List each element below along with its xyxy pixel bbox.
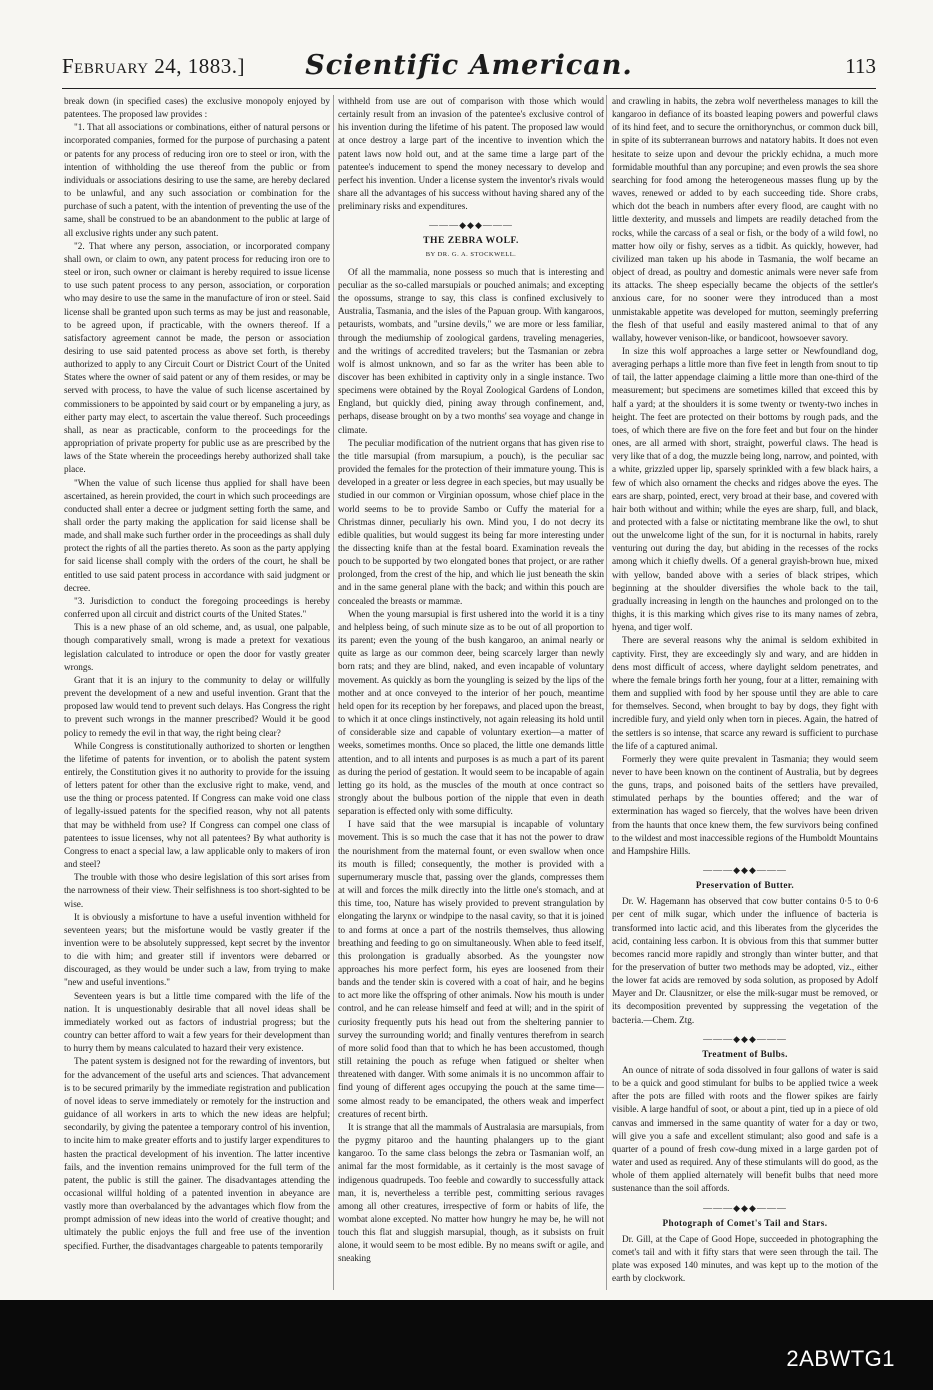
paragraph: The peculiar modification of the nutrient organs that has given rise to the title marsupial (from marsupium, a pouch), is the peculiar sac provided the females for the protection of their immature young. This is developed in a greater or less degree in each species, but may usually be studied in our common or Virginian opossum, whose chief place in the world seems to be to provide Sambo or Cuffy the material for a Christmas dinner, peculiarly his own. Mind you, I do not decry its edible qualities, but would suggest its being far more interesting under the dissecting knife than at the festal board. Examination reveals the pouch to be supported by two elongated bones that project, or are rather prolonged, from the crest of the hip, and which lie just beneath the skin and in the same general plane with the back; and within this pouch are concealed the breasts or mammæ. bbox=[338, 437, 604, 606]
watermark-id: 2ABWTG1 bbox=[786, 1346, 895, 1371]
section-ornament: ———◆◆◆——— bbox=[703, 1202, 787, 1213]
column-2 bbox=[338, 95, 604, 1290]
paragraph: When the young marsupial is first ushered into the world it is a tiny and helpless being, of such minute size as to be out of all proportion to its parent; even the young of the bush kangaroo, an animal nearly or quite as large as our common deer, being scarcely larger than newly born rats; and they are blind, naked, and even incapable of voluntary movement. As quickly as born the youngling is seized by the lips of the mother and at once conveyed to the interior of her pouch, meantime held open for its reception by her forepaws, and placed upon the breast, to which it at once clings instinctively, not again releasing its hold until of considerable size and capable of voluntary exertion—a matter of weeks, sometimes months. Once so placed, the little one demands little attention, and to all intents and purposes is as much a part of its parent as during the period of gestation. It would seem to be incapable of again letting go its hold, as the muscles of the mouth at once contract so strongly about the bulbous portion of the nipple that even in death separation is effected only with some difficulty. bbox=[338, 608, 604, 817]
section-ornament: ———◆◆◆——— bbox=[429, 220, 513, 231]
paragraph: Dr. W. Hagemann has observed that cow butter contains 0·5 to 0·6 per cent of milk sugar, which under the influence of bacteria is transformed into lactic acid, and this liberates from the glycerides the acid, containing less carbon. It is obvious from this that summer butter becomes rancid more rapidly and strongly than winter butter, and that for the preservation of butter two methods may be adopted, viz., either the lower fat acids are removed by soda solution, as proposed by Adolf Mayer and Dr. Clausnitzer, or else the milk-sugar must be removed, or its decomposition prevented by suppressing the vegetation of the bacteria.—Chem. Ztg. bbox=[612, 896, 878, 1025]
paragraph: An ounce of nitrate of soda dissolved in four gallons of water is said to be a quick and good stimulant for bulbs to be applied twice a week after the pots are filled with roots and the flower spikes are fairly visible. A large handful of soot, or about a pint, tied up in a piece of old canvas and immersed in the same quantity of water for a day or two, will give you a safe and excellent stimulant; also good and safe is a quarter of a pound of fresh cow-dung mixed in a large garden pot of water and used as required. Any of these stimulants will do good, as the whole of them applied alternately will benefit bulbs that need more sustenance than the soil affords. bbox=[612, 1064, 878, 1194]
paragraph: While Congress is constitutionally authorized to shorten or lengthen the lifetime of patents for invention, or to abolish the patent system entirely, the Constitution gives it no authority to provide for the issuing of letters patent for other than the exclusive right to make, vend, and use the thing or process patented. If Congress can make void one class of legally-issued patents for the specified reason, why not all patents that may be withheld from use? If Congress can compel one class of patentees to issue licenses, why not all patentees? By what authority is Congress to enact a special law, a law applicable only to makers of iron and steel? bbox=[64, 740, 330, 870]
paragraph: Dr. Gill, at the Cape of Good Hope, succeeded in photographing the comet's tail and with it fifty stars that were seen through the tail. The plate was exposed 140 minutes, and was kept up to the motion of the earth by clockwork. bbox=[612, 1233, 878, 1284]
column-divider bbox=[333, 95, 334, 1290]
paragraph: The trouble with those who desire legislation of this sort arises from the narrowness of their view. Their selfishness is too short-sighted to be wise. bbox=[64, 872, 330, 909]
section-ornament: ———◆◆◆——— bbox=[703, 865, 787, 876]
paragraph: There are several reasons why the animal is seldom exhibited in captivity. First, they are exceedingly sly and wary, and are hidden in dens most difficult of access, where daylight seldom penetrates, and where the female brings forth her young, four at a litter, remaining with them and supplied with food by her spouse until they are able to care for themselves. Second, when brought to bay by dogs, they fight with incredible fury, and yield only when torn in pieces. Again, the hatred of the settlers is so intense, that scarce any reward is sufficient to purchase the life of a captured animal. bbox=[612, 635, 878, 751]
paragraph: In size this wolf approaches a large setter or Newfoundland dog, averaging perhaps a little more than five feet in length from snout to tip of tail, the latter appendage claiming a little more than one-third of the measurement; but specimens are sometimes killed that exceed this by half a yard; at the shoulders it is some twenty or twenty-two inches in height. The feet are protected on their bottoms by rough pads, and the toes, of which there are five on the fore feet and but four on the hinder ones, are all armed with short, straight, powerful claws. The head is very like that of a dog, the muzzle being long, narrow, and pointed, with a white, grizzled upper lip, sparsely sprinkled with a few black hairs, a few of which also ornament the checks and ridges above the eyes. The ears are sharp, pointed, erect, very broad at their base, and covered with hair both without and within; while the eyes are sharp, full, and black, and protected with a false or nictitating membrane like the owl, to shut out the unwelcome light of the sun, for it is nocturnal in habits, rarely venturing out during the day, but abiding in the recesses of the rocks among which it chiefly dwells. Of a general grayish-brown hue, mixed with yellow, banded above with a series of black stripes, which beginning at the shoulder diversifies the whole back to the tail, gradually increasing in length on the haunches and prolonged on to the thighs, it is this marking which gives rise to its many names of zebra, hyena, and tiger wolf. bbox=[612, 345, 878, 633]
paragraph: This is a new phase of an old scheme, and, as usual, one palpable, though comparatively small, wrong is made a pretext for vexatious legislation calculated to introduce or open the door for vastly greater wrongs. bbox=[64, 622, 330, 672]
paragraph: Formerly they were quite prevalent in Tasmania; they would seem never to have been known on the continent of Australia, but by degrees the guns, traps, and poisoned baits of the settlers have prevailed, stimulated perhaps by the bounties offered; and the war of extermination has waged so fiercely, that the wolves have been driven from the haunts that once knew them, the few survivors being confined to the wildest and most inaccessible regions of the Humboldt Mountains and Hampshire Hills. bbox=[612, 753, 878, 856]
page-header bbox=[62, 48, 876, 88]
column-divider bbox=[606, 95, 607, 1290]
paragraph: I have said that the wee marsupial is incapable of voluntary movement. This is so much the case that it has not the power to draw the nourishment from the maternal fount, or even swallow when once its mouth is filled; consequently, the mother is provided with a supernumerary muscle that, passing over the glands, compresses them at will and forces the milk directly into the little one's stomach, and at this time, too, Nature has wisely provided to prevent strangulation by elongating the larynx or windpipe to the nasal cavity, so that it is joined to and forms at once a part of the nostrils themselves, thus allowing breathing and feeding to go on simultaneously. When able to feed itself, this prolongation is gradually absorbed. As the youngster now approaches his more perfect form, his eyes are loosened from their bands and the tender skin is covered with a coat of hair, and he begins to act more like the offspring of other animals. Now his mouth is under control, and he can release himself and feed at will; and in the spirit of curiosity frequently puts his head out from the sheltering pannier to survey the surrounding world; and finally ventures therefrom in search of more solid food than that to which he has been accustomed, though still retaining the pouch as refuge when fatigued or shelter when threatened with danger. With some animals it is no uncommon affair to find young of different ages occupying the pouch at the same time—some almost ready to be emancipated, the others weak and imperfect creatures of recent birth. bbox=[338, 819, 604, 1119]
footer-bar bbox=[0, 1300, 933, 1390]
paragraph: Grant that it is an injury to the community to delay or willfully prevent the development of a new and useful invention. Grant that the proposed law would tend to prevent such delays. Has Congress the right to prevent such wrongs in the manner prescribed? Would it be good policy to remedy the evil in that way, the right being clear? bbox=[64, 674, 330, 738]
column-1 bbox=[64, 95, 330, 1290]
paragraph: and crawling in habits, the zebra wolf nevertheless manages to kill the kangaroo in defiance of its boasted leaping powers and powerful claws of its hind feet, and to secure the ornithorynchus, or common duck bill, in spite of its subterranean burrows and natatory habits. It does not even hesitate to seize upon and devour the prickly echidna, a much more formidable mouthful than any porcupine; and even prowls the sea shore searching for food among the heterogeneous masses flung up by the waves, renewed or added to by each succeeding tide. Shore crabs, which dot the beach in numbers after every flood, are caught with no little dexterity, and mussels and limpets are readily detached from the rocks, while the carcass of a seal or fish, or the body of a wild fowl, no matter how oily or fishy, serves as a tidbit. As quickly, however, had civilized man taken up his abode in Tasmania, the wolf became an object of dread, as poultry and domestic animals were never safe from its attacks. The sheep especially became the objects of the settler's anxious care, for no sooner were they introduced than a most unmistakable appetite was developed for mutton, seemingly preferring the flesh of that useful and easily mastered animal to that of any wallaby, however venison-like, or bandicoot, howsoever savory. bbox=[612, 96, 878, 343]
paragraph: Seventeen years is but a little time compared with the life of the nation. It is unquestionably desirable that all novel ideas shall be immediately worked out as factors of industrial progress; but the country can better afford to wait a few years for their development than to hurry them by means calculated to hazard their very existence. bbox=[64, 990, 330, 1054]
paragraph: It is strange that all the mammals of Australasia are marsupials, from the pygmy pitaroo and the haunting phalangers up to the giant kangaroo. To the same class belongs the zebra or Tasmanian wolf, an animal far the most formidable, as it certainly is the most savage of indigenous quadrupeds. Too feeble and cowardly to successfully attack man, it is, nevertheless a terrible pest, committing serious ravages among all other creatures, irrespective of form or habits of life, the wombat alone excepted. No matter how hungry he may be, he will not touch this flat and sluggish marsupial, though, as it subsists on fruit alone, it would seem to be most edible. By no means swift or agile, and sneaking bbox=[338, 1121, 604, 1264]
column-3 bbox=[612, 95, 878, 1290]
paragraph: "3. Jurisdiction to conduct the foregoing proceedings is hereby conferred upon all circuit and district courts of the United States." bbox=[64, 595, 330, 620]
paragraph: withheld from use are out of comparison with those which would certainly result from an invasion of the patentee's exclusive control of his invention during the lifetime of his patent. The proposed law would at once destroy a large part of the incentive to invention which the patent laws now hold out, and at the same time a large part of the patentee's inducement to spend the money necessary to develop and perfect his invention. Under a license system the inventor's rivals would share all the advantages of his success without having shared any of the preliminary risks and expenditures. bbox=[338, 96, 604, 212]
page-number: 113 bbox=[845, 54, 876, 78]
section-title: Photograph of Comet's Tail and Stars. bbox=[662, 1217, 828, 1228]
masthead-title: Scientific American. bbox=[305, 50, 633, 81]
header-rule bbox=[62, 88, 876, 89]
paragraph: "1. That all associations or combinations, either of natural persons or incorporated companies, formed for the purpose of purchasing a patent or patents for any process of reducing iron ore to steel or iron, with the intention of withholding the use thereof from the public or from individuals or associations desiring to use the same, are hereby declared to be unlawful, and any such association or combination for the purchase of such a patent, with the intention of preventing the use of the same, shall be construed to be an abandonment to the public at large of all exclusive rights under any such patent. bbox=[64, 122, 330, 238]
section-ornament: ———◆◆◆——— bbox=[703, 1033, 787, 1044]
section-title: Treatment of Bulbs. bbox=[702, 1048, 788, 1059]
paragraph: break down (in specified cases) the exclusive monopoly enjoyed by patentees. The proposed law provides : bbox=[64, 96, 330, 120]
paragraph: The patent system is designed not for the rewarding of inventors, but for the advancement of the useful arts and sciences. That advancement is to be secured primarily by the immediate registration and publication of novel ideas to serve immediately or remotely for the instruction and guidance of all workers in arts to which the new ideas are helpful; secondarily, by giving the patentee a temporary control of his invention, to incite him to make greater efforts and to justify larger expenditures to hasten the practical development of his invention. The latter incentive fails, and the invention remains unimproved for the full term of the patent, the public is still the gainer. The disadvantages attending the occasional willful holding of a patented invention in abeyance are vastly more than overbalanced by the advantages which flow from the prompt admission of new ideas into the world of creative thought; and ultimately the public enjoys the full and free use of the invention specified. Further, the disadvantages chargeable to patents temporarily bbox=[64, 1056, 330, 1251]
paragraph: It is obviously a misfortune to have a useful invention withheld for seventeen years; but the misfortune would be vastly greater if the invention were to be absolutely suppressed, kept secret by the inventor to die with him; and greater still if inventors were debarred or discouraged, as they would be under such a law, from trying to make "new and useful inventions." bbox=[64, 911, 330, 988]
paragraph: "When the value of such license thus applied for shall have been ascertained, as herein provided, the court in which such proceedings are conducted shall enter a decree or judgment setting forth the same, and shall order the party making the application for said license shall be made, and shall make such further order in the proceedings as shall duly protect the rights of all the parties thereto. As soon as the party applying for said license shall comply with the orders of the court, he shall be entitled to use said patent process in accordance with said judgment or decree. bbox=[64, 477, 330, 593]
section-title: Preservation of Butter. bbox=[695, 880, 795, 891]
article-title: THE ZEBRA WOLF. bbox=[423, 235, 519, 247]
article-byline: BY DR. G. A. STOCKWELL. bbox=[425, 250, 517, 258]
paragraph: Of all the mammalia, none possess so much that is interesting and peculiar as the so-called marsupials or pouched animals; and excepting the opossums, strange to say, this class is confined exclusively to Australia, Tasmania, and the isles of the Papuan group. With kangaroos, petaurists, wombats, and "ursine devils," we are more or less familiar, through the mediumship of zoological gardens, traveling menageries, and the writings of accredited travelers; but the Tasmanian or zebra wolf is almost unknown, and so far as the writer has been able to discover has been exhibited in captivity only in a single instance. Two specimens were obtained by the Royal Zoological Gardens of London, England, but quickly died, pining away through confinement, and, perhaps, disease brought on by a two months' sea voyage and change in climate. bbox=[338, 266, 604, 435]
paragraph: "2. That where any person, association, or incorporated company shall own, or claim to own, any patent process for reducing iron ore to steel or iron, such owner or claimant is hereby required to issue license to use such patent process to any person, association, or corporation who may desire to use the same in the manufacture of iron or steel. Said license shall be granted upon such terms as may be just and reasonable, to be agreed upon, if practicable, with the owners thereof. If a satisfactory agreement cannot be made, the person or association desiring to use said patented process as above set forth, is thereby authorized to apply to any Circuit Court or District Court of the United States where the owner of said patent or any of them resides, or may be served with process, to have the value of such license ascertained by commissioners to be appointed by said court or by empaneling a jury, as either party may elect, to ascertain the value thereof. Such proceedings shall, as near as practicable, conform to the proceedings for the appropriation of private property for public use as are prescribed by the laws of the State wherein the proceedings hereby authorized shall take place. bbox=[64, 240, 330, 475]
issue-date: February 24, 1883.] bbox=[62, 54, 246, 78]
